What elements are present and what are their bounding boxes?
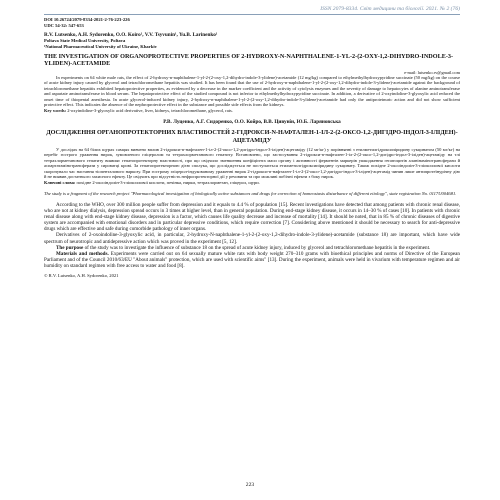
doi: DOI 10.26724/2079-8334-2021-2-76-223-226 bbox=[44, 17, 130, 22]
copyright: © R.V. Lutsenko, A.H. Sydorenko, 2021 bbox=[44, 273, 119, 279]
page-number: 223 bbox=[245, 482, 255, 488]
abstract-ua-text: У дослідах на 64 білих щурах самцях вивчено вплив 2-гідрокси-n-нафтален-1-іл-2-(2-оксо-1,2-дигідро-індол-3-іліден)-ацетаміду (12 мг/кг) у порівнянні з етилметилгідроксипіридину сукцинатом (50 мг/кг) на перебіг гострого ураження нирок, зумовленого гліцеролом та тетрахлорметанового гепатиту. Встановлено, що застосування 2-гідрокси-n-нафтален-1-іл-2-(2-оксо-1,2-дигідро-індол-3-іліден)-ацетаміду на тлі тетрахлорметанового гепатиту виявляє гепатопротекторну властивості, про що свідчило зменшення коефіцієнта маси органу і активності ферментів маркерів ушкодження гепатоцитів аланінамінотрансферази й аспартатамінотрансферази у сироватці крові. За гепатопротекторною дією сполука, що досліджується не поступається етилметилгідроксипіридину сукцинату. Також похідне 2-оксоіндолін-3-гліоксилової кислоти скорочувало час настання тіопенталового наркозу. При гострому гліцерол-індукованому ураженні нирок 2-гідрокси-n-нафтален-1-іл-2-(2-оксо-1,2-дигідро-індол-3-іліден)-ацетамід чинив лише антипротеїнурічну дію й не виявив достатнього захисного ефекту. Це свідчить про відсутність нефропротекторної дії у речовини та про можливі побічні ефекти з боку нирок. bbox=[44, 146, 460, 180]
body-text bbox=[44, 202, 460, 269]
keywords-ua-text: похідне 2-оксоіндолін-3-гліоксилової кислоти, печінка, нирки, тетрахлорметан, гліцерол, щури. bbox=[76, 179, 260, 185]
purpose-label: The purpose bbox=[56, 244, 84, 251]
keywords-ua bbox=[44, 180, 460, 186]
methods-text: Experiments were carried out on 64 sexually mature white rats with body weight 270–310 grams with bioethical principles and norms of Directive of the European Parliament and of the Council 2010/63/EU "About animals" protection, which are used with scientific aims" [13]. During the experiment, animals were held in vivarium with temperature regimen and air humidity on standard regimen with free access to water and food [8]. bbox=[44, 250, 460, 269]
author-email: e-mail: lutsenko.rv@gmail.com bbox=[404, 69, 460, 75]
udc: UDC 54-32: 547-653 bbox=[44, 22, 84, 28]
abstract-en-text: In experiments on 64 white male rats, the effect of 2-hydroxy-n-naphthalene-1-yl-2-(2-oxy-1,2-dihydro-indole-3-ylidene)-acetamide (12 mg/kg) compared to ethylmethylhydroxypyridine succinate (50 mg/kg) on the course of acute kidney injury caused by glycerol and tetrachloromethane hepatitis was studied. It has been found that the use of 2-hydroxy-n-naphthalene-1-yl-2-(2-oxy-1,2-dihydro-indole-3-ylidene)-acetamide against the background of tetrachloromethane hepatitis exhibited hepatoprotective properties, as evidenced by a decrease in the marker coefficient and the activity of cytolysis enzymes and the severity of damage to hepatocytes of alanine aminotransferase and aspartate aminotransferase in blood serum. The hepatoprotective effect of the studied compound is not inferior to ethylmethylhydroxypyridine succinate. In addition, a derivative of 2-oxyindoline-3-glyoxylic acid reduced the onset time of thiopental anesthesia. In acute glycerol-induced kidney injury, 2-hydroxy-n-naphthalene-1-yl-2-(2-oxy-1,2-dihydro-indole-3-ylidene)-acetamide had only the antiproteinuric action and did not show sufficient protective effect. This indicates the absence of the nephroprotective effect in the substance and possible side effects from the kidneys. bbox=[44, 74, 460, 108]
authors-en: R.V. Lutsenko, A.H. Sydorenko, O.O. Koiro¹, V.V. Tsyvunin¹, Yu.B. Larinenko¹ bbox=[44, 32, 218, 39]
body-paragraph-4 bbox=[44, 251, 460, 269]
keywords-en-text: 2-oxyindoline-3-glyoxylic acid derivative, liver, kidneys, tetrachloromethane, glycerol, rats. bbox=[67, 107, 233, 113]
paper-page bbox=[44, 6, 460, 278]
project-note: The study is a fragment of the research project "Pharmacological investigation of biologically active substances and drugs for correction of homeostasis disturbance of different etiology", state registration No. 0117U004681. bbox=[44, 191, 457, 197]
abstract-en bbox=[44, 75, 460, 108]
affiliation-1: Poltava State Medical University, Poltava bbox=[44, 38, 126, 44]
paper-title-en: THE INVESTIGATION OF ORGANOPROTECTIVE PROPERTIES OF 2-HYDROXY-N-NAPHTHALENE-1-YL-2-(2-OXY-1,2-DIHYDRO-INDOLE-3-YLIDEN)-ACETAMIDE bbox=[44, 53, 454, 68]
purpose-text: of the study was to investigate the influence of substance 18 on the spread of acute kidney injury, induced by glycerol and tetrachloromethane hepatitis in the experiment. bbox=[83, 244, 431, 251]
affiliation-2: ¹National Pharmaceutical University of Ukraine, Kharkiv bbox=[44, 43, 157, 49]
body-paragraph-2: Derivatives of 2-oxoindoline-3-glyoxylic acid, in particular, 2-hydroxy-N-naphthalene-1-yl-2-(2-oxy-1,2-dihydro-indole-3-ylidene)-acetamide (substance 18) are important, which have wide spectrum of neurotropic and antidepressive action which was proved in the experiment [5, 12]. bbox=[44, 232, 460, 245]
keywords-en bbox=[44, 108, 460, 114]
keywords-en-label: Key words: bbox=[44, 107, 67, 113]
body-paragraph-1: According to the WHO, over 300 million people suffer from depression and it equals to 4.4 % of population [15]. Recent investigations have detected that among patients with chronic renal disease, who are not at kidney dialysis, depression spread occurs in 3 times at higher level, than in general population. During end-stage kidney disease, it occurs in 14–30 % of cases [10]. In patients with chronic renal disease along with end-stage kidney disease, depression is a factor, which causes life quality decrease and increase of mortality [14]. It should be noted, that in 85 % of chronic diseases of digestive system are accompanied with emotional disorders and in particular depressive conditions, which require correction [7]. Considering above mentioned it should be necessary to search for anti-depressive drugs which are effective and safe during comorbide pathology of inner organs. bbox=[44, 202, 460, 233]
header-rule bbox=[44, 14, 460, 15]
paper-title-ua: ДОСЛІДЖЕННЯ ОРГАНОПРОТЕКТОРНИХ ВЛАСТИВОСТЕЙ 2-ГІДРОКСИ-N-НАФТАЛЕН-1-ІЛ-2-(2-ОКСО-1,2-ДИГІДРО-ІНДОЛ-3-ІЛІДЕН)-АЦЕТАМІДУ bbox=[46, 129, 458, 144]
authors-ua: Р.В. Луценко, А.Г. Сидоренко, О.О. Койро, В.В. Цивунін, Ю.Б. Ларяновська bbox=[163, 119, 341, 126]
journal-header: ISSN 2079-8334. Світ медицини та біології. 2021. № 2 (76) bbox=[320, 6, 460, 12]
abstract-ua bbox=[44, 147, 460, 180]
keywords-ua-label: Ключові слова: bbox=[44, 179, 76, 185]
methods-label: Materials and methods. bbox=[56, 250, 109, 257]
